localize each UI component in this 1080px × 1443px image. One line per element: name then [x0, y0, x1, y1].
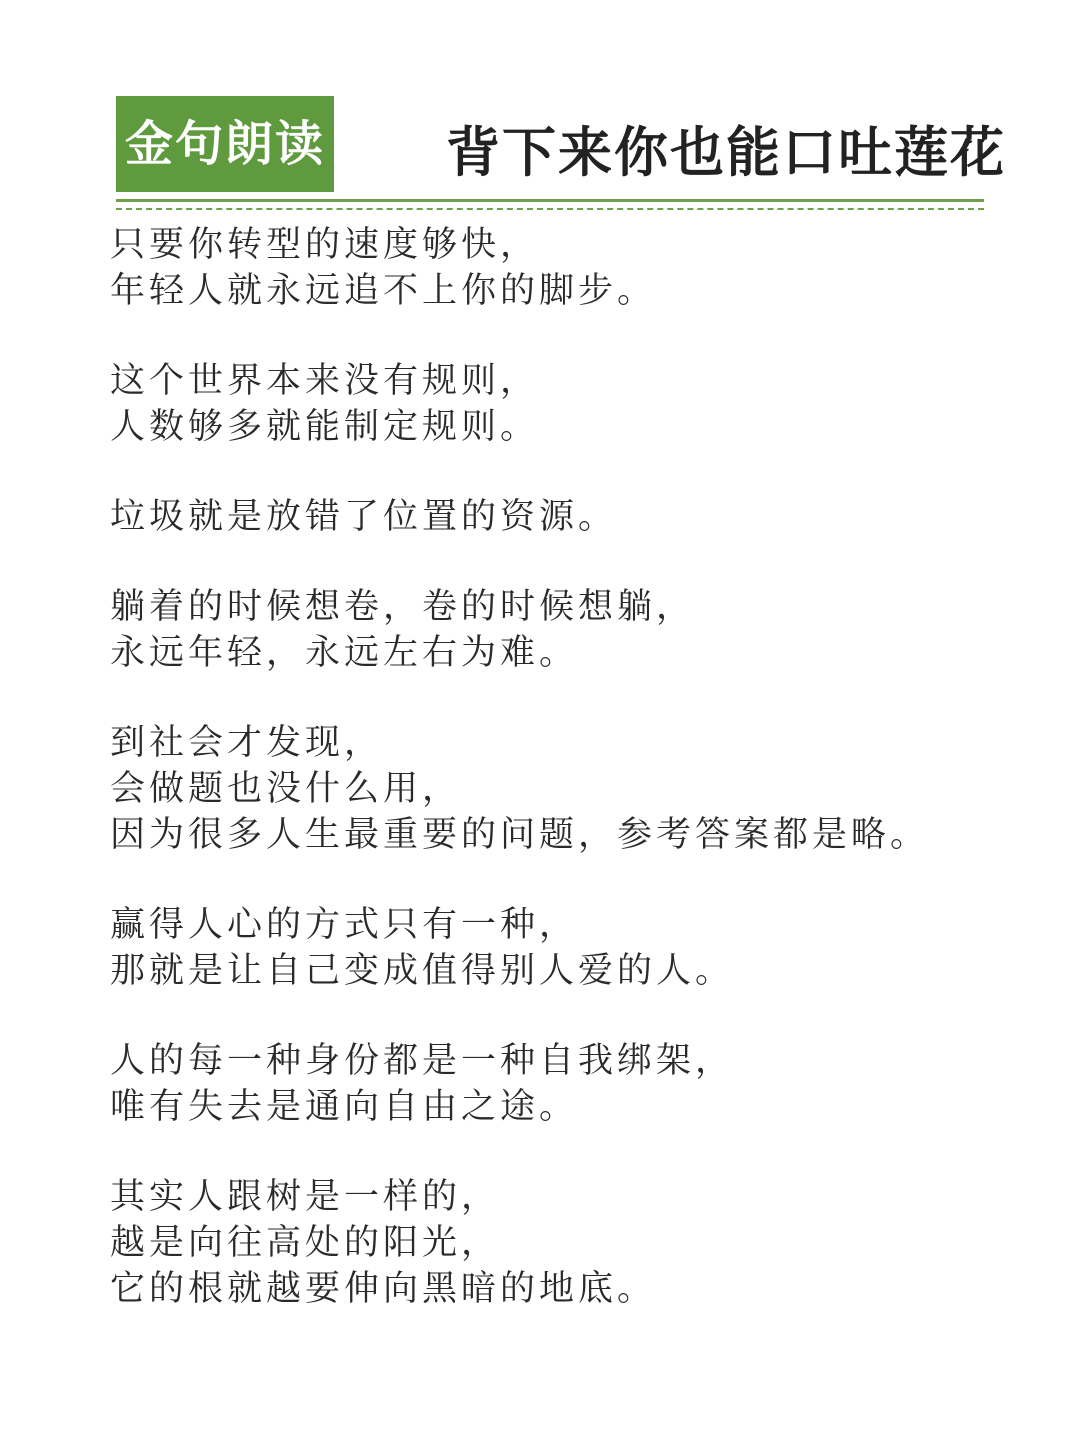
quote-line: 躺着的时候想卷，卷的时候想躺，	[110, 587, 696, 627]
quote-line: 唯有失去是通向自由之途。	[110, 1087, 579, 1127]
quote-stanza	[110, 1174, 1010, 1312]
title-tag: 金句朗读	[116, 96, 334, 192]
quote-line: 垃圾就是放错了位置的资源。	[110, 497, 618, 537]
quote-line: 越是向往高处的阳光，	[110, 1223, 501, 1263]
quote-line: 人的每一种身份都是一种自我绑架，	[110, 1041, 735, 1081]
divider-dashed	[116, 208, 984, 210]
divider-solid	[116, 199, 984, 202]
quote-stanza	[110, 494, 1010, 540]
quote-line: 这个世界本来没有规则，	[110, 361, 540, 401]
quote-line: 它的根就越要伸向黑暗的地底。	[110, 1269, 657, 1309]
quote-line: 会做题也没什么用，	[110, 769, 462, 809]
quote-line: 永远年轻，永远左右为难。	[110, 633, 579, 673]
quote-line: 人数够多就能制定规则。	[110, 407, 540, 447]
quote-line: 那就是让自己变成值得别人爱的人。	[110, 951, 735, 991]
quote-line: 因为很多人生最重要的问题，参考答案都是略。	[110, 815, 930, 855]
quote-stanza	[110, 222, 1010, 314]
quote-line: 只要你转型的速度够快，	[110, 225, 540, 265]
page-subtitle: 背下来你也能口吐莲花	[446, 120, 1006, 184]
quote-stanza	[110, 902, 1010, 994]
quote-stanza	[110, 584, 1010, 676]
quote-stanza	[110, 1038, 1010, 1130]
header	[116, 96, 1006, 214]
quote-line: 到社会才发现，	[110, 723, 384, 763]
quote-line: 其实人跟树是一样的，	[110, 1177, 501, 1217]
quote-line: 赢得人心的方式只有一种，	[110, 905, 579, 945]
quote-line: 年轻人就永远追不上你的脚步。	[110, 271, 657, 311]
quote-list	[110, 222, 1010, 1356]
quote-stanza	[110, 358, 1010, 450]
quote-stanza	[110, 720, 1010, 858]
